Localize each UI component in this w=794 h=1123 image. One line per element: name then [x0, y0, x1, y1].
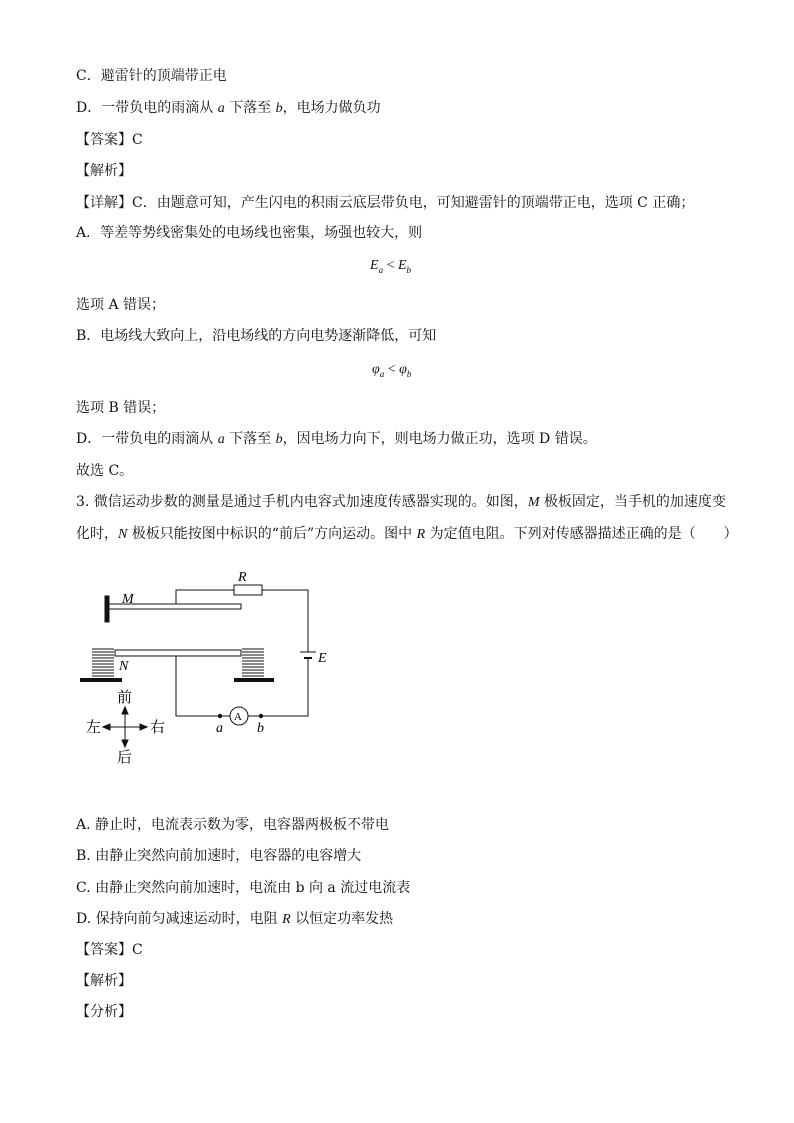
spring-left	[92, 649, 114, 676]
label-n: N	[119, 659, 129, 674]
detail-line: 【详解】C．由题意可知，产生闪电的积雨云底层带负电，可知避雷针的顶端带正电，选项 C 正确；	[76, 195, 695, 211]
text: 3. 微信运动步数的测量是通过手机内电容式加速度传感器实现的。如图，	[76, 494, 528, 510]
option-b-explain: B．电场线大致向上，沿电场线的方向电势逐渐降低，可知	[76, 328, 437, 344]
analysis-label-2: 【解析】	[76, 973, 132, 989]
text: D．一带负电的雨滴从	[76, 100, 218, 116]
option-d-explain	[76, 429, 597, 450]
text: 以恒定功率发热	[290, 911, 394, 927]
wire-e-to-b	[264, 658, 308, 716]
breakdown-label: 【分析】	[76, 1004, 132, 1020]
var-a: a	[217, 432, 225, 447]
label-right: 右	[150, 720, 166, 736]
var-b: b	[275, 432, 283, 447]
choice-b: B. 由静止突然向前加速时，电容器的电容增大	[76, 848, 362, 864]
label-r: R	[238, 570, 247, 585]
option-b-wrong: 选项 B 错误；	[76, 400, 166, 416]
choice-c: C. 由静止突然向前加速时，电流由 b 向 a 流过电流表	[76, 880, 411, 896]
option-d-prev	[76, 98, 381, 119]
base-right	[234, 678, 274, 682]
terminal-a	[218, 714, 222, 718]
text: 极板固定，当手机的加速度变	[539, 494, 726, 510]
capacitor-sensor-diagram	[74, 566, 334, 766]
direction-arrows	[103, 707, 147, 747]
wire-r-to-e	[262, 590, 308, 652]
var-b: b	[275, 101, 283, 116]
f1-right: E	[397, 258, 407, 273]
formula-phia-phib	[372, 362, 411, 379]
f2-left-sub: a	[379, 368, 385, 379]
m-wall	[105, 596, 109, 622]
terminal-b	[259, 714, 263, 718]
label-back: 后	[117, 750, 133, 766]
label-a: a	[216, 721, 223, 736]
label-b: b	[257, 721, 264, 736]
var-m: M	[527, 495, 540, 510]
var-r: R	[416, 527, 426, 542]
var-n: N	[118, 527, 128, 542]
option-a-explain: A．等差等势线密集处的电场线也密集，场强也较大，则	[76, 225, 423, 241]
f1-left: E	[370, 258, 379, 273]
label-e: E	[318, 651, 327, 666]
option-a-wrong: 选项 A 错误；	[76, 297, 166, 313]
analysis-label-1: 【解析】	[76, 163, 132, 179]
text: 化时，	[76, 526, 118, 542]
choice-a: A. 静止时，电流表示数为零，电容器两极板不带电	[76, 817, 390, 833]
text: 下落至	[224, 100, 276, 116]
answer-label-1: 【答案】C	[76, 132, 143, 148]
n-plate	[115, 650, 241, 656]
base-left	[80, 678, 122, 682]
spring-right	[242, 649, 264, 676]
label-left: 左	[86, 720, 102, 736]
text: ，电场力做负功	[282, 100, 381, 116]
label-front: 前	[117, 690, 133, 706]
text: ，因电场力向下，则电场力做正功，选项 D 错误。	[282, 431, 597, 447]
formula-ea-eb	[370, 258, 411, 275]
choose-c: 故选 C。	[76, 463, 134, 479]
var-a: a	[217, 101, 225, 116]
question-3-line-2	[76, 524, 738, 545]
option-c-prev: C．避雷针的顶端带正电	[76, 68, 227, 84]
answer-label-2: 【答案】C	[76, 942, 143, 958]
f1-left-sub: a	[378, 264, 384, 275]
var-r: R	[282, 912, 291, 927]
text: 为定值电阻。下列对传感器描述正确的是（ ）	[425, 526, 738, 542]
text: D. 保持向前匀减速运动时，电阻	[76, 911, 283, 927]
resistor-r	[234, 585, 262, 595]
text: 下落至	[224, 431, 276, 447]
f2-op: <	[384, 362, 400, 377]
label-m: M	[122, 592, 134, 607]
text: 极板只能按图中标识的“前后”方向运动。图中	[127, 526, 417, 542]
question-3-line-1	[76, 492, 726, 513]
wire-m-to-r	[176, 590, 234, 604]
text: D．一带负电的雨滴从	[76, 431, 218, 447]
f2-right: φ	[399, 362, 407, 377]
f2-right-sub: b	[406, 368, 412, 379]
f1-right-sub: b	[406, 264, 412, 275]
f2-left: φ	[372, 362, 380, 377]
wire-n-to-a	[176, 656, 220, 716]
choice-d	[76, 909, 393, 930]
label-ammeter: A	[234, 711, 242, 723]
f1-op: <	[383, 258, 398, 273]
